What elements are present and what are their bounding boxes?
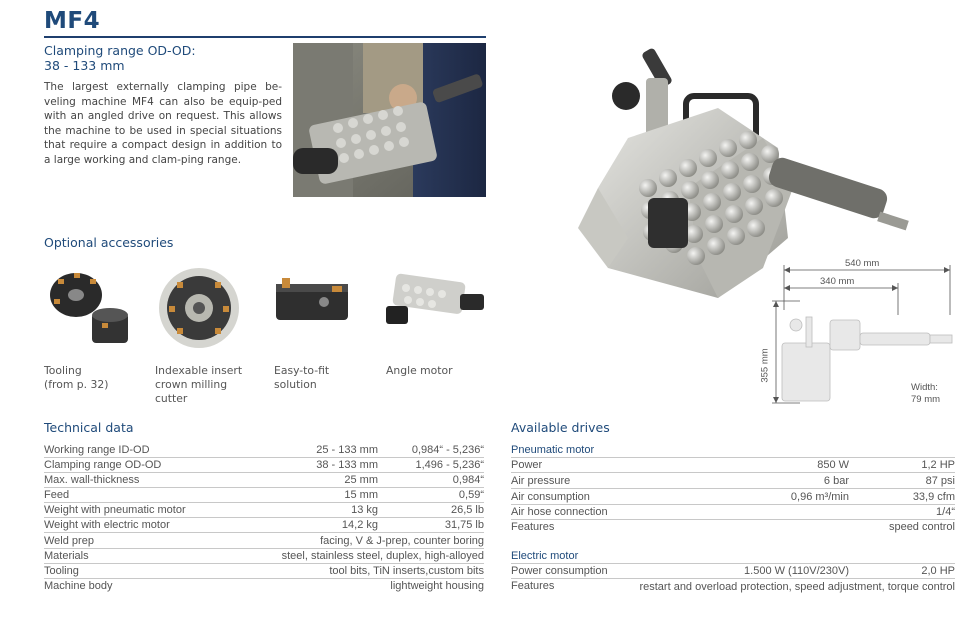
- technical-heading: Technical data: [44, 420, 134, 435]
- accessory-image-crown-cutter: [155, 262, 243, 354]
- drives-heading: Available drives: [511, 420, 610, 435]
- technical-table: [44, 443, 484, 598]
- clamping-range: [44, 43, 196, 73]
- accessory-image-tooling: [44, 265, 134, 355]
- accessory-label-crown-cutter: Indexable insert crown milling cutter: [155, 364, 243, 405]
- clamping-range-value: 38 - 133 mm: [44, 58, 125, 73]
- table-row: Tooling tool bits, TiN inserts,custom bits: [44, 565, 484, 577]
- table-row: Power consumption 1.500 W (110V/230V) 2,0 HP: [511, 565, 955, 577]
- accessory-label-tooling: Tooling (from p. 32): [44, 364, 109, 391]
- table-row: Feed 15 mm 0,59“: [44, 489, 484, 501]
- table-row: Working range ID-OD 25 - 133 mm 0,984“ - 5,236“: [44, 444, 484, 456]
- dimension-width: [911, 382, 940, 406]
- accessories-heading: Optional accessories: [44, 235, 174, 250]
- accessory-image-angle-motor: [380, 272, 486, 334]
- accessory-label-easy-fit: Easy-to-fit solution: [274, 364, 330, 391]
- clamping-range-label: Clamping range OD-OD:: [44, 43, 196, 58]
- drives-table: [511, 443, 955, 613]
- table-row: Features speed control: [511, 521, 955, 533]
- table-row: Power 850 W 1,2 HP: [511, 459, 955, 471]
- electric-motor-heading: Electric motor: [511, 549, 955, 564]
- table-row: Features restart and overload protection, speed adjustment, torque control: [511, 580, 955, 593]
- table-row: Weight with electric motor 14,2 kg 31,75 lb: [44, 519, 484, 531]
- product-photo: [293, 43, 486, 197]
- product-description: The largest externally clamping pipe be-veling machine MF4 can also be equip-ped with an angled drive on request. This allows the machine to be used in special situations that require a compact design in addition to a large working and clam-ping range.: [44, 81, 282, 166]
- table-row: Max. wall-thickness 25 mm 0,984“: [44, 474, 484, 486]
- table-row: Air pressure 6 bar 87 psi: [511, 475, 955, 487]
- product-title: MF4: [44, 8, 101, 34]
- table-row: Machine body lightweight housing: [44, 580, 484, 592]
- table-row: Materials steel, stainless steel, duplex, high-alloyed: [44, 550, 484, 562]
- dimension-drawing: [760, 255, 975, 410]
- dimension-height: 355 mm: [759, 348, 771, 383]
- table-row: Weld prep facing, V & J-prep, counter boring: [44, 535, 484, 547]
- table-row: Air hose connection 1/4“: [511, 506, 955, 518]
- accessory-image-easy-fit: [272, 272, 352, 332]
- title-divider: [44, 36, 486, 38]
- dimension-length-total: 540 mm: [845, 258, 880, 269]
- accessory-label-angle-motor: Angle motor: [386, 364, 453, 377]
- table-row: Clamping range OD-OD 38 - 133 mm 1,496 - 5,236“: [44, 459, 484, 471]
- dimension-length-body: 340 mm: [820, 276, 855, 287]
- table-row: Air consumption 0,96 m³/min 33,9 cfm: [511, 491, 955, 503]
- dimension-width-label: Width:: [911, 382, 938, 393]
- table-row: Weight with pneumatic motor 13 kg 26,5 lb: [44, 504, 484, 516]
- dimension-width-value: 79 mm: [911, 394, 941, 405]
- pneumatic-motor-heading: Pneumatic motor: [511, 443, 955, 458]
